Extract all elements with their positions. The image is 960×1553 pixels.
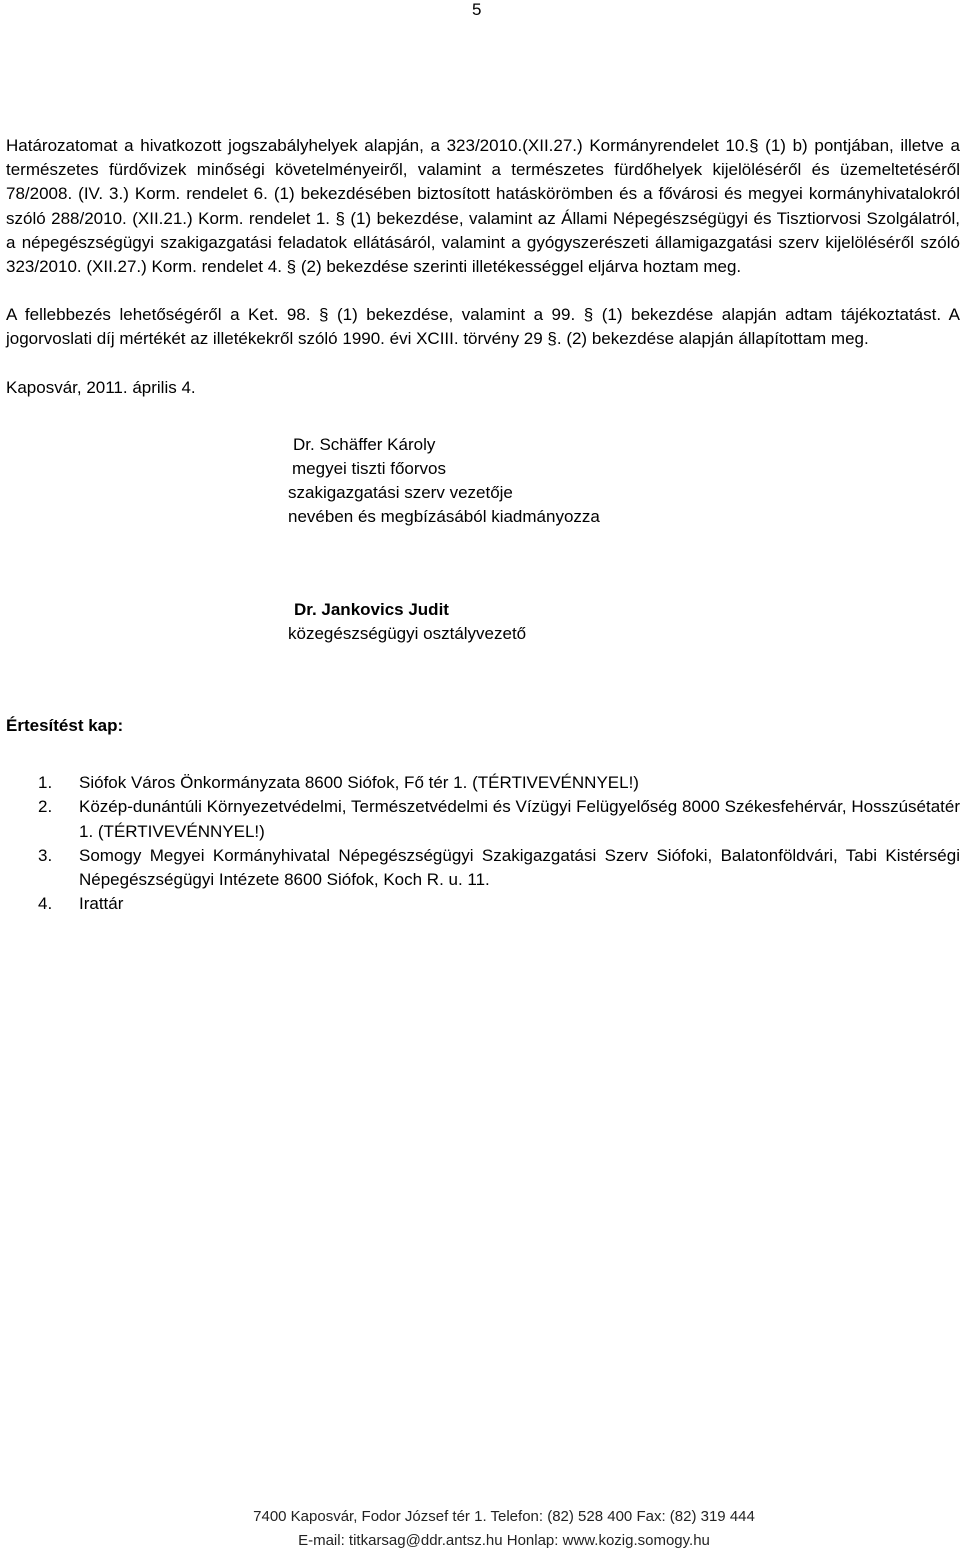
place-date: Kaposvár, 2011. április 4. [6,377,196,397]
page-number: 5 [472,0,482,19]
list-item-text: Irattár [79,894,124,914]
notify-title: Értesítést kap: [6,716,124,736]
list-item-number: 2. [38,797,53,817]
list-item [6,844,960,892]
signatory-title: megyei tiszti főorvos [292,459,446,479]
decision-basis-paragraph: Határozatomat a hivatkozott jogszabályhelyek alapján, a 323/2010.(XII.27.) Kormányrendelet 10.§ (1) b) pontjában, illetve a természetes fürdővizek minőségi követelményeiről, valamint a természetes fürdőhelyek kijelöléséről és üzemeltetéséről 78/2008. (IV. 3.) Korm. rendelet 6. (1) bekezdésében biztosított hatáskörömben és a fővárosi és megyei kormányhivatalokról szóló 288/2010. (XII.21.) Korm. rendelet 1. § (1) bekezdése, valamint az Állami Népegészségügyi és Tisztiorvosi Szolgálatról, a népegészségügyi szakigazgatási feladatok ellátásáról, valamint a gyógyszerészeti államigazgatási szerv kijelöléséről szóló 323/2010. (XII.27.) Korm. rendelet 4. § (2) bekezdése szerinti illetékességgel eljárva hoztam meg. [6,136,960,277]
document-body [6,134,960,916]
signatory-organization: szakigazgatási szerv vezetője [288,483,513,503]
list-item [6,795,960,843]
appeal-info-paragraph: A fellebbezés lehetőségéről a Ket. 98. § (1) bekezdése, valamint a 99. § (1) bekezdése alapján adtam tájékoztatást. A jogorvoslati díj mértékét az illetékekről szóló 1990. évi XCIII. törvény 29 §. (2) bekezdése alapján állapítottam meg. [6,305,960,349]
head-signature-block [288,598,960,646]
signatory-authorization: nevében és megbízásából kiadmányozza [288,507,600,527]
footer-address: 7400 Kaposvár, Fodor József tér 1. Telefon: (82) 528 400 Fax: (82) 319 444 [253,1508,755,1525]
head-title: közegészségügyi osztályvezető [288,623,527,643]
list-item [6,892,960,916]
list-item-text: Somogy Megyei Kormányhivatal Népegészségügyi Szakigazgatási Szerv Siófoki, Balatonföldvári, Tabi Kistérségi Népegészségügyi Intézete 8600 Siófok, Koch R. u. 11. [79,845,960,890]
footer-contact: E-mail: titkarsag@ddr.antsz.hu Honlap: www.kozig.somogy.hu [298,1532,710,1549]
recipients-list [6,771,960,916]
signatory-name: Dr. Schäffer Károly [293,434,436,454]
list-item-text: Siófok Város Önkormányzata 8600 Siófok, Fő tér 1. (TÉRTIVEVÉNNYEL!) [79,773,639,793]
list-item-number: 3. [38,845,53,865]
head-name: Dr. Jankovics Judit [294,599,449,619]
list-item-text: Közép-dunántúli Környezetvédelmi, Természetvédelmi és Vízügyi Felügyelőség 8000 Székesfehérvár, Hosszúsétatér 1. (TÉRTIVEVÉNNYEL!) [79,797,960,841]
list-item [6,771,960,795]
signature-block [288,433,960,530]
list-item-number: 1. [38,773,53,793]
list-item-number: 4. [38,894,53,914]
